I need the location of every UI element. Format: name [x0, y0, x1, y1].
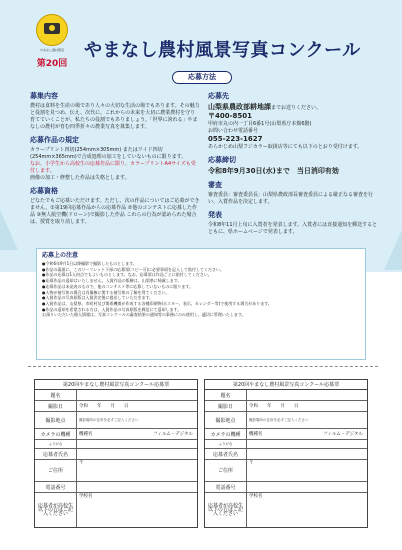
- deadline-heading: 応募締切: [208, 156, 236, 164]
- form-title: 第20回やまなし農村風景写真コンクール応募票: [205, 380, 367, 390]
- notes-item: ●作品の応募は1人何点でもよいものとします。なお、応募票は作品ごとに貼付してください。: [42, 272, 212, 278]
- notes-item: ●作品の裏面に、このリーフレット下部の応募票(コピー可)に必要事項を記入して貼付してください。: [42, 266, 225, 272]
- notes-item: ●入賞作品は、山梨県、市町村及び関係機関が作成する各種印刷物(ポスター、表示、カレンダー等)で使用する場合があります。: [42, 300, 272, 306]
- notes-item: ●入賞作品の写真原版は入賞決定後に提出していただきます。: [42, 295, 154, 301]
- right-column: [208, 92, 378, 241]
- eligibility-heading: 応募資格: [30, 187, 58, 195]
- eligibility-section: [30, 187, 200, 226]
- cut-line: [28, 366, 378, 367]
- destination-note: あらかじめ山梨フジカラー取扱店等にても以下のとおり受付けます。: [208, 144, 363, 150]
- logo-subtitle: やまなし農村風景: [39, 48, 64, 52]
- form-row-date: 撮影日 令和 年 月 日: [35, 401, 197, 412]
- contents-section: [30, 92, 200, 131]
- destination-section: [208, 92, 378, 151]
- destination-zip: 〒400-8501: [208, 112, 252, 120]
- form-row-place: 撮影地点 撮影場所の住所を必ずご記入ください: [205, 412, 367, 429]
- title-field[interactable]: [77, 390, 197, 400]
- camera-field[interactable]: 機種名 フィルム・デジタル: [79, 432, 193, 437]
- announce-heading: 発表: [208, 211, 222, 219]
- notes-item: ●応募作品の返却はいたしません。入賞作品の版権は、山梨県に帰属します。: [42, 278, 182, 284]
- notes-item: ●作品の返却を希望される方は、入賞作品の写真原版を郵送にて返却します。: [42, 306, 182, 312]
- school-field[interactable]: 学校名: [79, 494, 93, 499]
- announce-section: [208, 211, 378, 236]
- form-row-address: ご住所 〒: [35, 460, 197, 482]
- rules-section: [30, 136, 200, 182]
- phone-field[interactable]: [77, 482, 197, 492]
- contents-heading: 募集内容: [30, 92, 58, 100]
- edition-number: 第20回: [36, 59, 68, 69]
- school-field[interactable]: 学校名: [249, 494, 263, 499]
- name-field[interactable]: [77, 449, 197, 459]
- form-row-furigana: ふりがな: [205, 440, 367, 449]
- camera-field[interactable]: 機種名 フィルム・デジタル: [249, 432, 363, 437]
- form-row-title: 題名: [205, 390, 367, 401]
- form-row-name: 応募者氏名: [35, 449, 197, 460]
- notes-item: ●応募作品は未発表のもので、他のコンテスト等に応募していないものに限ります。: [42, 283, 193, 289]
- judging-section: [208, 181, 378, 206]
- form-row-place: 撮影地点 撮影場所の住所を必ずご記入ください: [35, 412, 197, 429]
- form-row-name: 応募者氏名: [205, 449, 367, 460]
- destination-heading: 応募先: [208, 92, 229, 100]
- judging-body: 審査委員：審査委員長：山梨県農政部長審査委員による厳正なる審査を行い、入賞作品を決定します。: [208, 192, 374, 205]
- form-row-school: 応募者が高校生以下の方はご記入ください 学校名: [35, 493, 197, 527]
- deadline-date: 令和8年9月30日(水)まで 当日消印有効: [208, 167, 339, 175]
- rules-tail: 画像の加工・修整した作品は失格とします。: [30, 175, 130, 181]
- contest-logo: [34, 14, 70, 78]
- notes-item: お預りいただいた個人情報は、写真コンクールの審査結果の通知等の事務にのみ使用し、適切に管理いたします。: [42, 312, 246, 318]
- form-row-camera: カメラの機種 機種名 フィルム・デジタル: [35, 429, 197, 440]
- camera-icon: [44, 23, 60, 34]
- announce-body: 令和8年11月上旬に入賞者を発表します。入賞者には直接通知を郵送するとともに、県ホームページで発表します。: [208, 222, 378, 235]
- destination-address: 甲府市丸の内一丁目6番1号(山梨県庁本館6階): [208, 121, 312, 127]
- form-row-phone: 電話番号: [205, 482, 367, 493]
- form-row-title: 題名: [35, 390, 197, 401]
- destination-org-suffix: までお送りください。: [271, 105, 322, 111]
- date-field[interactable]: 令和 年 月 日: [249, 404, 299, 409]
- eligibility-body: どなたでもご応募いただけます。ただし、次の作品についてはご応募ができません。①第19回応募作品からの応募作品 ②他のコンテストに応募した作品 ③無人航空機(ドローン)で撮影した作品 これらの行為が認められた場合は、授賞を取り消します。: [30, 198, 200, 225]
- notes-item: ●令和6年9月1日以降撮影で撮影したものとします。: [42, 261, 137, 266]
- place-field[interactable]: 撮影場所の住所を必ずご記入ください: [79, 417, 139, 422]
- right-decoration: [384, 230, 402, 270]
- page-title: やまなし農村風景写真コンクール: [84, 40, 361, 61]
- form-title: 第20回やまなし農村風景写真コンクール応募票: [35, 380, 197, 390]
- inquiry-phone: 055-223-1627: [208, 135, 263, 143]
- date-field[interactable]: 令和 年 月 日: [79, 404, 129, 409]
- furigana-field[interactable]: [247, 440, 367, 448]
- judging-heading: 審査: [208, 181, 222, 189]
- phone-field[interactable]: [247, 482, 367, 492]
- address-field[interactable]: 〒: [249, 461, 254, 466]
- place-field[interactable]: 撮影場所の住所を必ずご記入ください: [249, 417, 309, 422]
- entry-form-2: [204, 379, 368, 528]
- notes-heading: 応募上の注意: [42, 252, 79, 259]
- destination-org: 山梨県農政部耕地課: [208, 103, 271, 111]
- contents-body: 農村は食料を生産の場であり人々の大切な生活の場でもあります。その魅力と役割を見つめ、伝え、次代に、これからの未来を大切に農業農村を守り育てていくことが、私たちの役割でもありましょう。「世界に誇れる」やまなしの農村が育む四季折々の農業写真を募集します。: [30, 103, 200, 130]
- form-row-furigana: ふりがな: [35, 440, 197, 449]
- notes-box: [36, 248, 366, 360]
- rules-red-note: なお、小学生から高校生の応募作品に限り、カラープリントA4サイズも受付します。: [30, 161, 196, 174]
- left-column: [30, 92, 200, 231]
- entry-form-1: [34, 379, 198, 528]
- address-field[interactable]: 〒: [79, 461, 84, 466]
- title-field[interactable]: [247, 390, 367, 400]
- form-row-phone: 電話番号: [35, 482, 197, 493]
- form-row-address: ご住所 〒: [205, 460, 367, 482]
- form-row-date: 撮影日 令和 年 月 日: [205, 401, 367, 412]
- section-pill: 応募方法: [172, 71, 232, 84]
- form-row-school: 応募者が高校生以下の方はご記入ください 学校名: [205, 493, 367, 527]
- deadline-section: [208, 156, 378, 176]
- name-field[interactable]: [247, 449, 367, 459]
- notes-item: ●人物が被写体の場合は肖像権に関する被写体の了解を得てください。: [42, 289, 170, 295]
- rules-heading: 応募作品の規定: [30, 136, 79, 144]
- rules-body: カラープリント四切(254mm×305mm) またはワイド四切(254mm×365mm)で合成処理の加工をしていないものに限ります。: [30, 147, 187, 160]
- inquiry-label: お問い合わせ電話番号: [208, 128, 259, 134]
- left-decoration: [0, 210, 18, 250]
- form-row-camera: カメラの機種 機種名 フィルム・デジタル: [205, 429, 367, 440]
- furigana-field[interactable]: [77, 440, 197, 448]
